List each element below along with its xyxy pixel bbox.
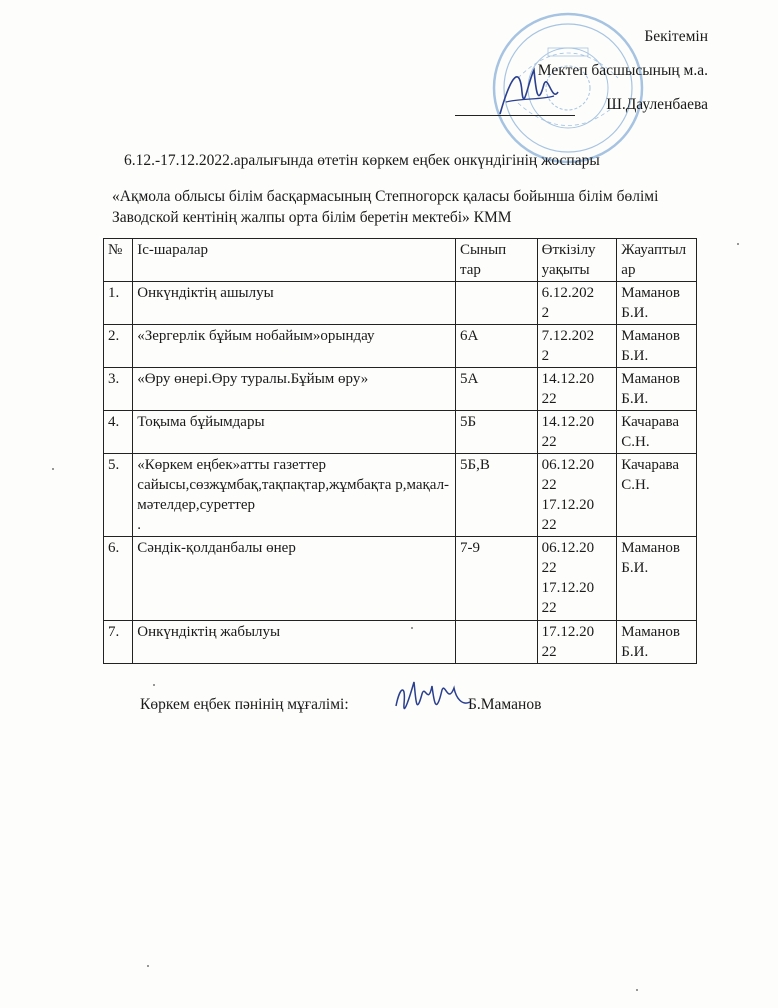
teacher-name: Б.Маманов	[468, 696, 542, 713]
scan-speck	[636, 989, 638, 991]
scan-speck	[153, 684, 155, 686]
row-responsible: Маманов Б.И.	[617, 621, 697, 664]
row-number: 1.	[104, 282, 133, 325]
document-title: 6.12.-17.12.2022.аралығында өтетін көркем еңбек онкүндігінің жоспары	[124, 152, 600, 169]
row-event: «Зергерлік бұйым нобайым»орындау	[133, 325, 456, 368]
approval-name: Ш.Дауленбаева	[606, 96, 708, 113]
row-responsible: Маманов Б.И.	[617, 282, 697, 325]
header-events-text: Іс-шаралар	[137, 242, 209, 258]
row-date: 7.12.202 2	[537, 325, 617, 368]
row-date: 06.12.20 22 17.12.20 22	[537, 454, 617, 537]
scan-speck	[52, 468, 54, 470]
row-class: 5Б	[455, 411, 537, 454]
row-number: 3.	[104, 368, 133, 411]
scan-speck	[411, 627, 413, 629]
header-date-text: Өткізілу уақыты	[541, 242, 596, 278]
row-class: 5Б,В	[455, 454, 537, 537]
header-date	[537, 239, 617, 282]
row-event: Тоқыма бұйымдары	[133, 411, 456, 454]
teacher-signature-block	[140, 696, 542, 714]
row-class	[455, 621, 537, 664]
row-class: 6А	[455, 325, 537, 368]
table-header-row	[104, 239, 697, 282]
row-number: 4.	[104, 411, 133, 454]
director-signature	[492, 62, 562, 122]
table-row	[104, 454, 697, 537]
row-responsible: Качарава С.Н.	[617, 454, 697, 537]
header-responsible-text: Жауаптыл ар	[621, 242, 687, 278]
header-classes	[455, 239, 537, 282]
table-row	[104, 325, 697, 368]
row-date: 14.12.20 22	[537, 411, 617, 454]
table-row	[104, 368, 697, 411]
row-number: 7.	[104, 621, 133, 664]
row-class	[455, 282, 537, 325]
row-event: «Көркем еңбек»атты газеттер сайысы,сөзжұмбақ,тақпақтар,жұмбақта р,мақал-мәтелдер,суреттер .	[133, 454, 456, 537]
table-row	[104, 537, 697, 621]
row-number: 6.	[104, 537, 133, 621]
row-responsible: Маманов Б.И.	[617, 368, 697, 411]
teacher-signature	[392, 676, 472, 726]
header-number-text: №	[108, 242, 123, 258]
row-date: 6.12.202 2	[537, 282, 617, 325]
row-responsible: Качарава С.Н.	[617, 411, 697, 454]
row-date: 14.12.20 22	[537, 368, 617, 411]
row-event: Сәндік-қолданбалы өнер	[133, 537, 456, 621]
row-responsible: Маманов Б.И.	[617, 325, 697, 368]
row-number: 5.	[104, 454, 133, 537]
scan-speck	[737, 243, 739, 245]
teacher-label: Көркем еңбек пәнінің мұғалімі:	[140, 696, 349, 713]
approval-heading: Бекітемін	[644, 28, 708, 45]
row-class: 5А	[455, 368, 537, 411]
header-responsible	[617, 239, 697, 282]
row-number: 2.	[104, 325, 133, 368]
table-row	[104, 282, 697, 325]
row-class: 7-9	[455, 537, 537, 621]
header-number	[104, 239, 133, 282]
approval-position: Мектеп басшысының м.а.	[537, 62, 708, 79]
table-row	[104, 411, 697, 454]
row-event: «Өру өнері.Өру туралы.Бұйым өру»	[133, 368, 456, 411]
organization-name: «Ақмола облысы білім басқармасының Степногорск қаласы бойынша білім бөлімі Заводской кентінің жалпы орта білім беретін мектебі» КММ	[112, 188, 659, 226]
table-row	[104, 621, 697, 664]
row-date: 06.12.20 22 17.12.20 22	[537, 537, 617, 621]
row-event: Онкүндіктің жабылуы	[133, 621, 456, 664]
row-date: 17.12.20 22	[537, 621, 617, 664]
header-events	[133, 239, 456, 282]
scan-speck	[147, 965, 149, 967]
header-classes-text: Сынып тар	[459, 242, 507, 278]
row-event: Онкүндіктің ашылуы	[133, 282, 456, 325]
row-responsible: Маманов Б.И.	[617, 537, 697, 621]
events-table	[103, 238, 697, 664]
